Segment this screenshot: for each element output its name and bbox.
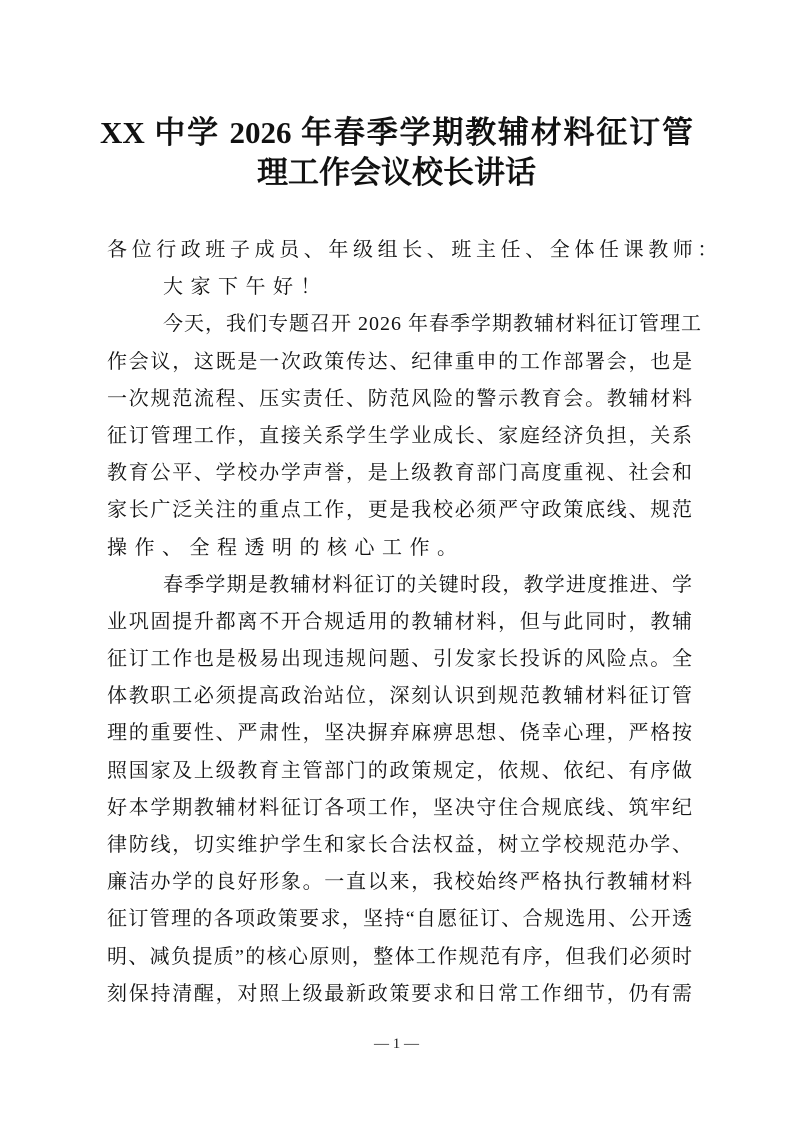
paragraph-line: 教育公平、学校办学声誉，是上级教育部门高度重视、社会和 [107,462,693,485]
paragraph-line: 春季学期是教辅材料征订的关键时段，教学进度推进、学 [163,573,693,596]
paragraph-line: 刻保持清醒，对照上级最新政策要求和日常工作细节，仍有需 [107,982,693,1005]
paragraph-line: 家长广泛关注的重点工作，更是我校必须严守政策底线、规范 [107,499,693,522]
paragraph-line: 业巩固提升都离不开合规适用的教辅材料，但与此同时，教辅 [107,610,693,633]
title-line-2: 理工作会议校长讲话 [257,155,536,190]
paragraph-line: 一次规范流程、压实责任、防范风险的警示教育会。教辅材料 [107,387,693,410]
title-line-1: XX 中学 2026 年春季学期教辅材料征订管 [100,115,693,150]
paragraph-line: 今天，我们专题召开 2026 年春季学期教辅材料征订管理工 [163,313,702,336]
document-body [107,232,722,1013]
paragraph-line: 律防线，切实维护学生和家长合法权益，树立学校规范办学、 [107,834,693,856]
paragraph-line: 大家下午好！ [163,276,328,299]
paragraph-line: 廉洁办学的良好形象。一直以来，我校始终严格执行教辅材料 [107,871,693,894]
page-number: — 1 — [374,1036,419,1052]
paragraph-line: 作会议，这既是一次政策传达、纪律重申的工作部署会，也是 [107,350,693,373]
paragraph-line: 理的重要性、严肃性，坚决摒弃麻痹思想、侥幸心理，严格按 [107,722,693,745]
paragraph [107,269,693,306]
paragraph-line: 体教职工必须提高政治站位，深刻认识到规范教辅材料征订管 [107,685,693,708]
paragraph-line: 操作、全程透明的核心工作。 [107,536,465,559]
document-title [100,113,693,193]
paragraph-line: 明、减负提质”的核心原则，整体工作规范有序，但我们必须时 [107,945,693,968]
paragraph [107,567,693,1013]
paragraph-line: 征订工作也是极易出现违规问题、引发家长投诉的风险点。全 [107,648,693,671]
paragraph [107,306,702,566]
paragraph-line: 征订管理工作，直接关系学生学业成长、家庭经济负担，关系 [107,424,693,447]
salutation: 各位行政班子成员、年级组长、班主任、全体任课教师： [107,239,722,261]
paragraph-line: 好本学期教辅材料征订各项工作，坚决守住合规底线、筑牢纪 [107,796,693,819]
paragraph-line: 照国家及上级教育主管部门的政策规定，依规、依纪、有序做 [107,759,693,782]
paragraph-line: 征订管理的各项政策要求，坚持“自愿征订、合规选用、公开透 [107,908,693,931]
